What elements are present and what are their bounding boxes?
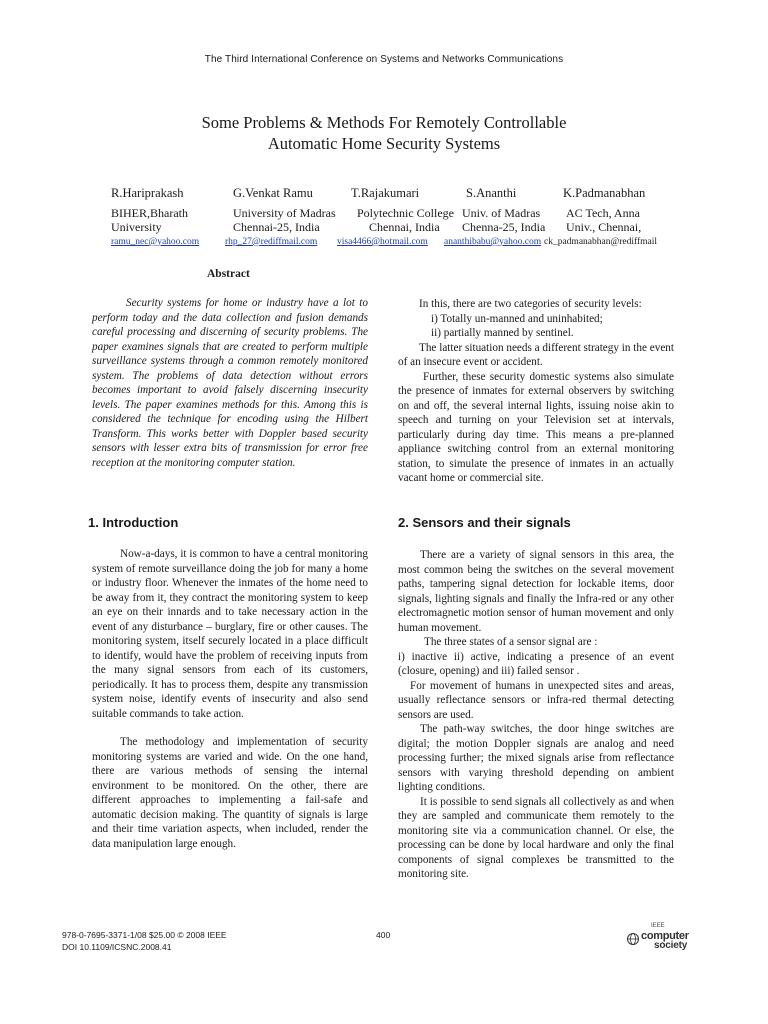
list-item: i) Totally un-manned and uninhabited; bbox=[431, 312, 603, 325]
author-2 bbox=[225, 186, 336, 249]
paragraph: There are a variety of signal sensors in this area, the most common being the switches on the several movement paths, tampering signal detection for lockable items, door signals, lighting signals and finally the Infra-red or any other electromagnetic motion sensor of human movement and only human movement. bbox=[398, 549, 674, 634]
author-affiliation: University of Madras bbox=[233, 205, 336, 220]
list-item: ii) partially manned by sentinel. bbox=[431, 327, 574, 339]
paragraph: The methodology and implementation of security monitoring systems are varied and wide. On the one hand, there are various methods of sensing the internal environment to be monitored. On the other, there are different approaches to implementing a fail-safe and automatic decision making. The quantity of signals is large and their time variation aspects, when included, render the data manipulation large enough. bbox=[92, 736, 368, 850]
paragraph: In this, there are two categories of security levels: bbox=[419, 298, 642, 310]
author-1 bbox=[111, 186, 199, 249]
computer-society-logo bbox=[626, 925, 694, 953]
title-line-2: Automatic Home Security Systems bbox=[267, 134, 501, 153]
paragraph: It is possible to send signals all collectively as and when they are sampled and communicate them remotely to the monitoring site via a communication channel. Or else, the processing can be done by local hardware and only the final components of signal complexes be transmitted to the monitoring site. bbox=[398, 795, 674, 880]
right-column-top bbox=[398, 297, 674, 486]
paper-title bbox=[0, 112, 768, 154]
paragraph: The latter situation needs a different strategy in the event of an insecure event or accident. bbox=[398, 341, 674, 368]
globe-icon bbox=[626, 932, 640, 946]
title-line-1: Some Problems & Methods For Remotely Controllable bbox=[201, 113, 567, 132]
paragraph: The three states of a sensor signal are : bbox=[424, 636, 598, 648]
author-name: S.Ananthi bbox=[466, 186, 517, 200]
logo-bottom-text: society bbox=[654, 940, 688, 951]
author-affiliation: Chennai-25, India bbox=[233, 220, 320, 235]
author-affiliation: BIHER,Bharath bbox=[111, 205, 188, 220]
introduction-body bbox=[92, 547, 368, 851]
author-email[interactable]: ananthibabu@yahoo.com bbox=[444, 236, 542, 247]
author-name: K.Padmanabhan bbox=[563, 186, 646, 200]
author-affiliation: University bbox=[111, 220, 162, 235]
paragraph: Now-a-days, it is common to have a central monitoring system of remote surveillance doing the job for many a home or industry floor. Whenever the inmates of the home need to be away from it, they contract the monitoring system to keep an eye on their innards and to take necessary action in the event of any disturbance – burglary, fire or other causes. The monitoring system, itself securely located in a place difficult to identify, would have the problem of receiving inputs from the many signal sensors from each of its customers, periodically. It has to process them, despite any transmission system noise, identify events of insecurity and also send suitable commands to take action. bbox=[92, 548, 368, 720]
introduction-heading: 1. Introduction bbox=[88, 515, 179, 530]
author-affiliation: AC Tech, Anna bbox=[566, 205, 640, 220]
author-affiliation: Chenna-25, India bbox=[462, 220, 546, 235]
author-email[interactable]: ck_padmanabhan@rediffmail bbox=[544, 236, 658, 247]
author-affiliation: Chennai, India bbox=[369, 220, 440, 235]
sensors-body bbox=[398, 548, 674, 882]
author-affiliation: Univ. of Madras bbox=[462, 205, 541, 220]
footer-copyright bbox=[62, 929, 227, 953]
paragraph: For movement of humans in unexpected sites and areas, usually reflectance sensors or infra-red thermal detecting sensors are used. bbox=[398, 679, 674, 721]
abstract-text: Security systems for home or industry have a lot to perform today and the data collection and fusion demands careful processing and discerning of security problems. The paper examines signals that are created to perform multiple surveillance systems through a common remotely monitored system. The problems of data detection without errors becomes important to avoid falsely discerning insecurity levels. The paper examines methods for this. Among this is considered the technique for encoding using the Hilbert Transform. This works better with Doppler based security sensors with lesser extra bits of transmission for error free reception at the monitoring computer station. bbox=[92, 297, 368, 469]
author-name: R.Hariprakash bbox=[111, 186, 184, 200]
logo-top-text: IEEE bbox=[651, 923, 665, 929]
author-affiliation: Polytechnic College bbox=[357, 205, 454, 220]
doi-line: DOI 10.1109/ICSNC.2008.41 bbox=[62, 942, 172, 952]
author-affiliation: Univ., Chennai, bbox=[566, 220, 642, 235]
author-name: T.Rajakumari bbox=[351, 186, 420, 200]
abstract-heading: Abstract bbox=[207, 268, 250, 280]
author-email[interactable]: visa4466@hotmail.com bbox=[337, 236, 428, 247]
sensors-heading: 2. Sensors and their signals bbox=[398, 515, 571, 530]
page-number: 400 bbox=[376, 930, 391, 940]
author-3 bbox=[337, 186, 454, 249]
paragraph: i) inactive ii) active, indicating a presence of an event (closure, opening) and iii) failed sensor . bbox=[398, 650, 674, 677]
logo-mid-text: computer bbox=[641, 930, 689, 942]
author-5 bbox=[544, 186, 658, 249]
author-name: G.Venkat Ramu bbox=[233, 186, 313, 200]
paragraph: The path-way switches, the door hinge switches are digital; the motion Doppler signals are analog and need processing further; the mixed signals arise from reflectance sensors with varying threshold depending on ambient lighting conditions. bbox=[398, 723, 674, 793]
conference-name: The Third International Conference on Systems and Networks Communications bbox=[204, 54, 564, 65]
author-email[interactable]: ramu_nec@yahoo.com bbox=[111, 236, 200, 247]
isbn-line: 978-0-7695-3371-1/08 $25.00 © 2008 IEEE bbox=[62, 930, 227, 940]
paragraph: Further, these security domestic systems also simulate the presence of inmates for external observers by switching on and off, the several internal lights, issuing noise akin to speech and turning on your Television set at intervals, particularly during day time. This means a pre-planned appliance switching control from an external monitoring station, to simulate the presence of inmates in an actually vacant home or commercial site. bbox=[398, 370, 674, 484]
author-email[interactable]: rhp_27@rediffmail.com bbox=[225, 236, 318, 247]
author-4 bbox=[444, 186, 546, 249]
